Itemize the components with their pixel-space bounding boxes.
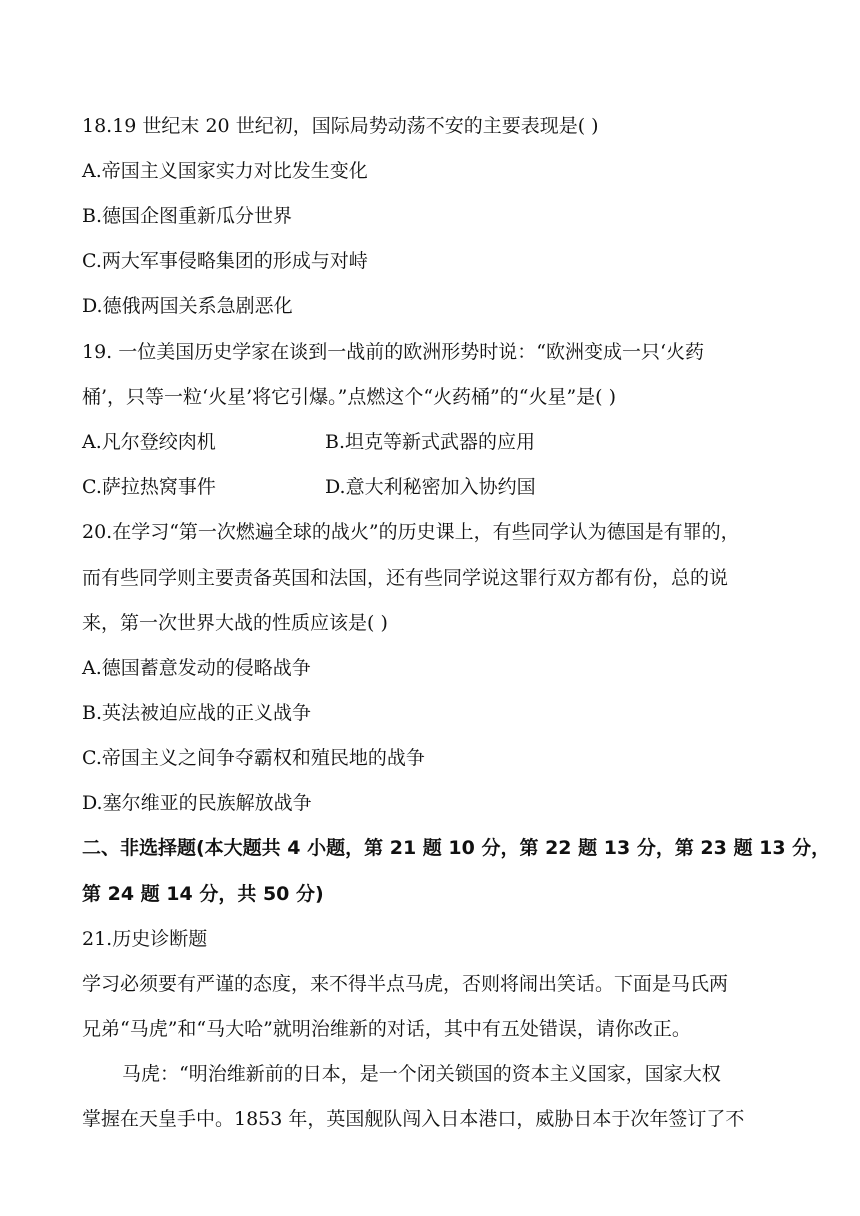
q18-option-d: D.德俄两国关系急剧恶化 <box>82 295 293 317</box>
q20-option-a: A.德国蓄意发动的侵略战争 <box>82 657 311 679</box>
section2-heading-line2: 第 24 题 14 分，共 50 分) <box>82 883 324 905</box>
q18-option-b: B.德国企图重新瓜分世界 <box>82 205 293 227</box>
q20-stem-line1: 20.在学习“第一次燃遍全球的战火”的历史课上，有些同学认为德国是有罪的， <box>82 521 740 543</box>
q19-option-d: D.意大利秘密加入协约国 <box>325 476 536 498</box>
q21-intro-line1: 学习必须要有严谨的态度，来不得半点马虎，否则将闹出笑话。下面是马氏两 <box>82 973 729 995</box>
q19-option-a: A.凡尔登绞肉机 <box>82 431 216 453</box>
q21-intro-line2: 兄弟“马虎”和“马大哈”就明治维新的对话，其中有五处错误，请你改正。 <box>82 1018 691 1040</box>
section2-heading-line1: 二、非选择题(本大题共 4 小题，第 21 题 10 分，第 22 题 13 分，第 23 题 13 分， <box>82 837 831 859</box>
q21-title: 21.历史诊断题 <box>82 928 208 950</box>
q18-stem: 18.19 世纪末 20 世纪初，国际局势动荡不安的主要表现是( ) <box>82 115 599 137</box>
q19-stem-line2: 桶’，只等一粒‘火星’将它引爆。”点燃这个“火药桶”的“火星”是( ) <box>82 386 617 408</box>
q21-dialog-line1: 马虎：“明治维新前的日本，是一个闭关锁国的资本主义国家，国家大权 <box>122 1063 721 1085</box>
q20-option-c: C.帝国主义之间争夺霸权和殖民地的战争 <box>82 747 425 769</box>
q20-option-b: B.英法被迫应战的正义战争 <box>82 702 312 724</box>
q19-stem-line1: 19. 一位美国历史学家在谈到一战前的欧洲形势时说：“欧洲变成一只‘火药 <box>82 341 705 363</box>
q18-option-c: C.两大军事侵略集团的形成与对峙 <box>82 250 368 272</box>
q20-stem-line2: 而有些同学则主要责备英国和法国，还有些同学说这罪行双方都有份，总的说 <box>82 567 729 589</box>
q20-stem-line3: 来，第一次世界大战的性质应该是( ) <box>82 612 388 634</box>
q19-option-b: B.坦克等新式武器的应用 <box>325 431 536 453</box>
q18-option-a: A.帝国主义国家实力对比发生变化 <box>82 160 368 182</box>
q20-option-d: D.塞尔维亚的民族解放战争 <box>82 792 312 814</box>
q19-option-c: C.萨拉热窝事件 <box>82 476 216 498</box>
q21-dialog-line2: 掌握在天皇手中。1853 年，英国舰队闯入日本港口，威胁日本于次年签订了不 <box>82 1108 745 1130</box>
